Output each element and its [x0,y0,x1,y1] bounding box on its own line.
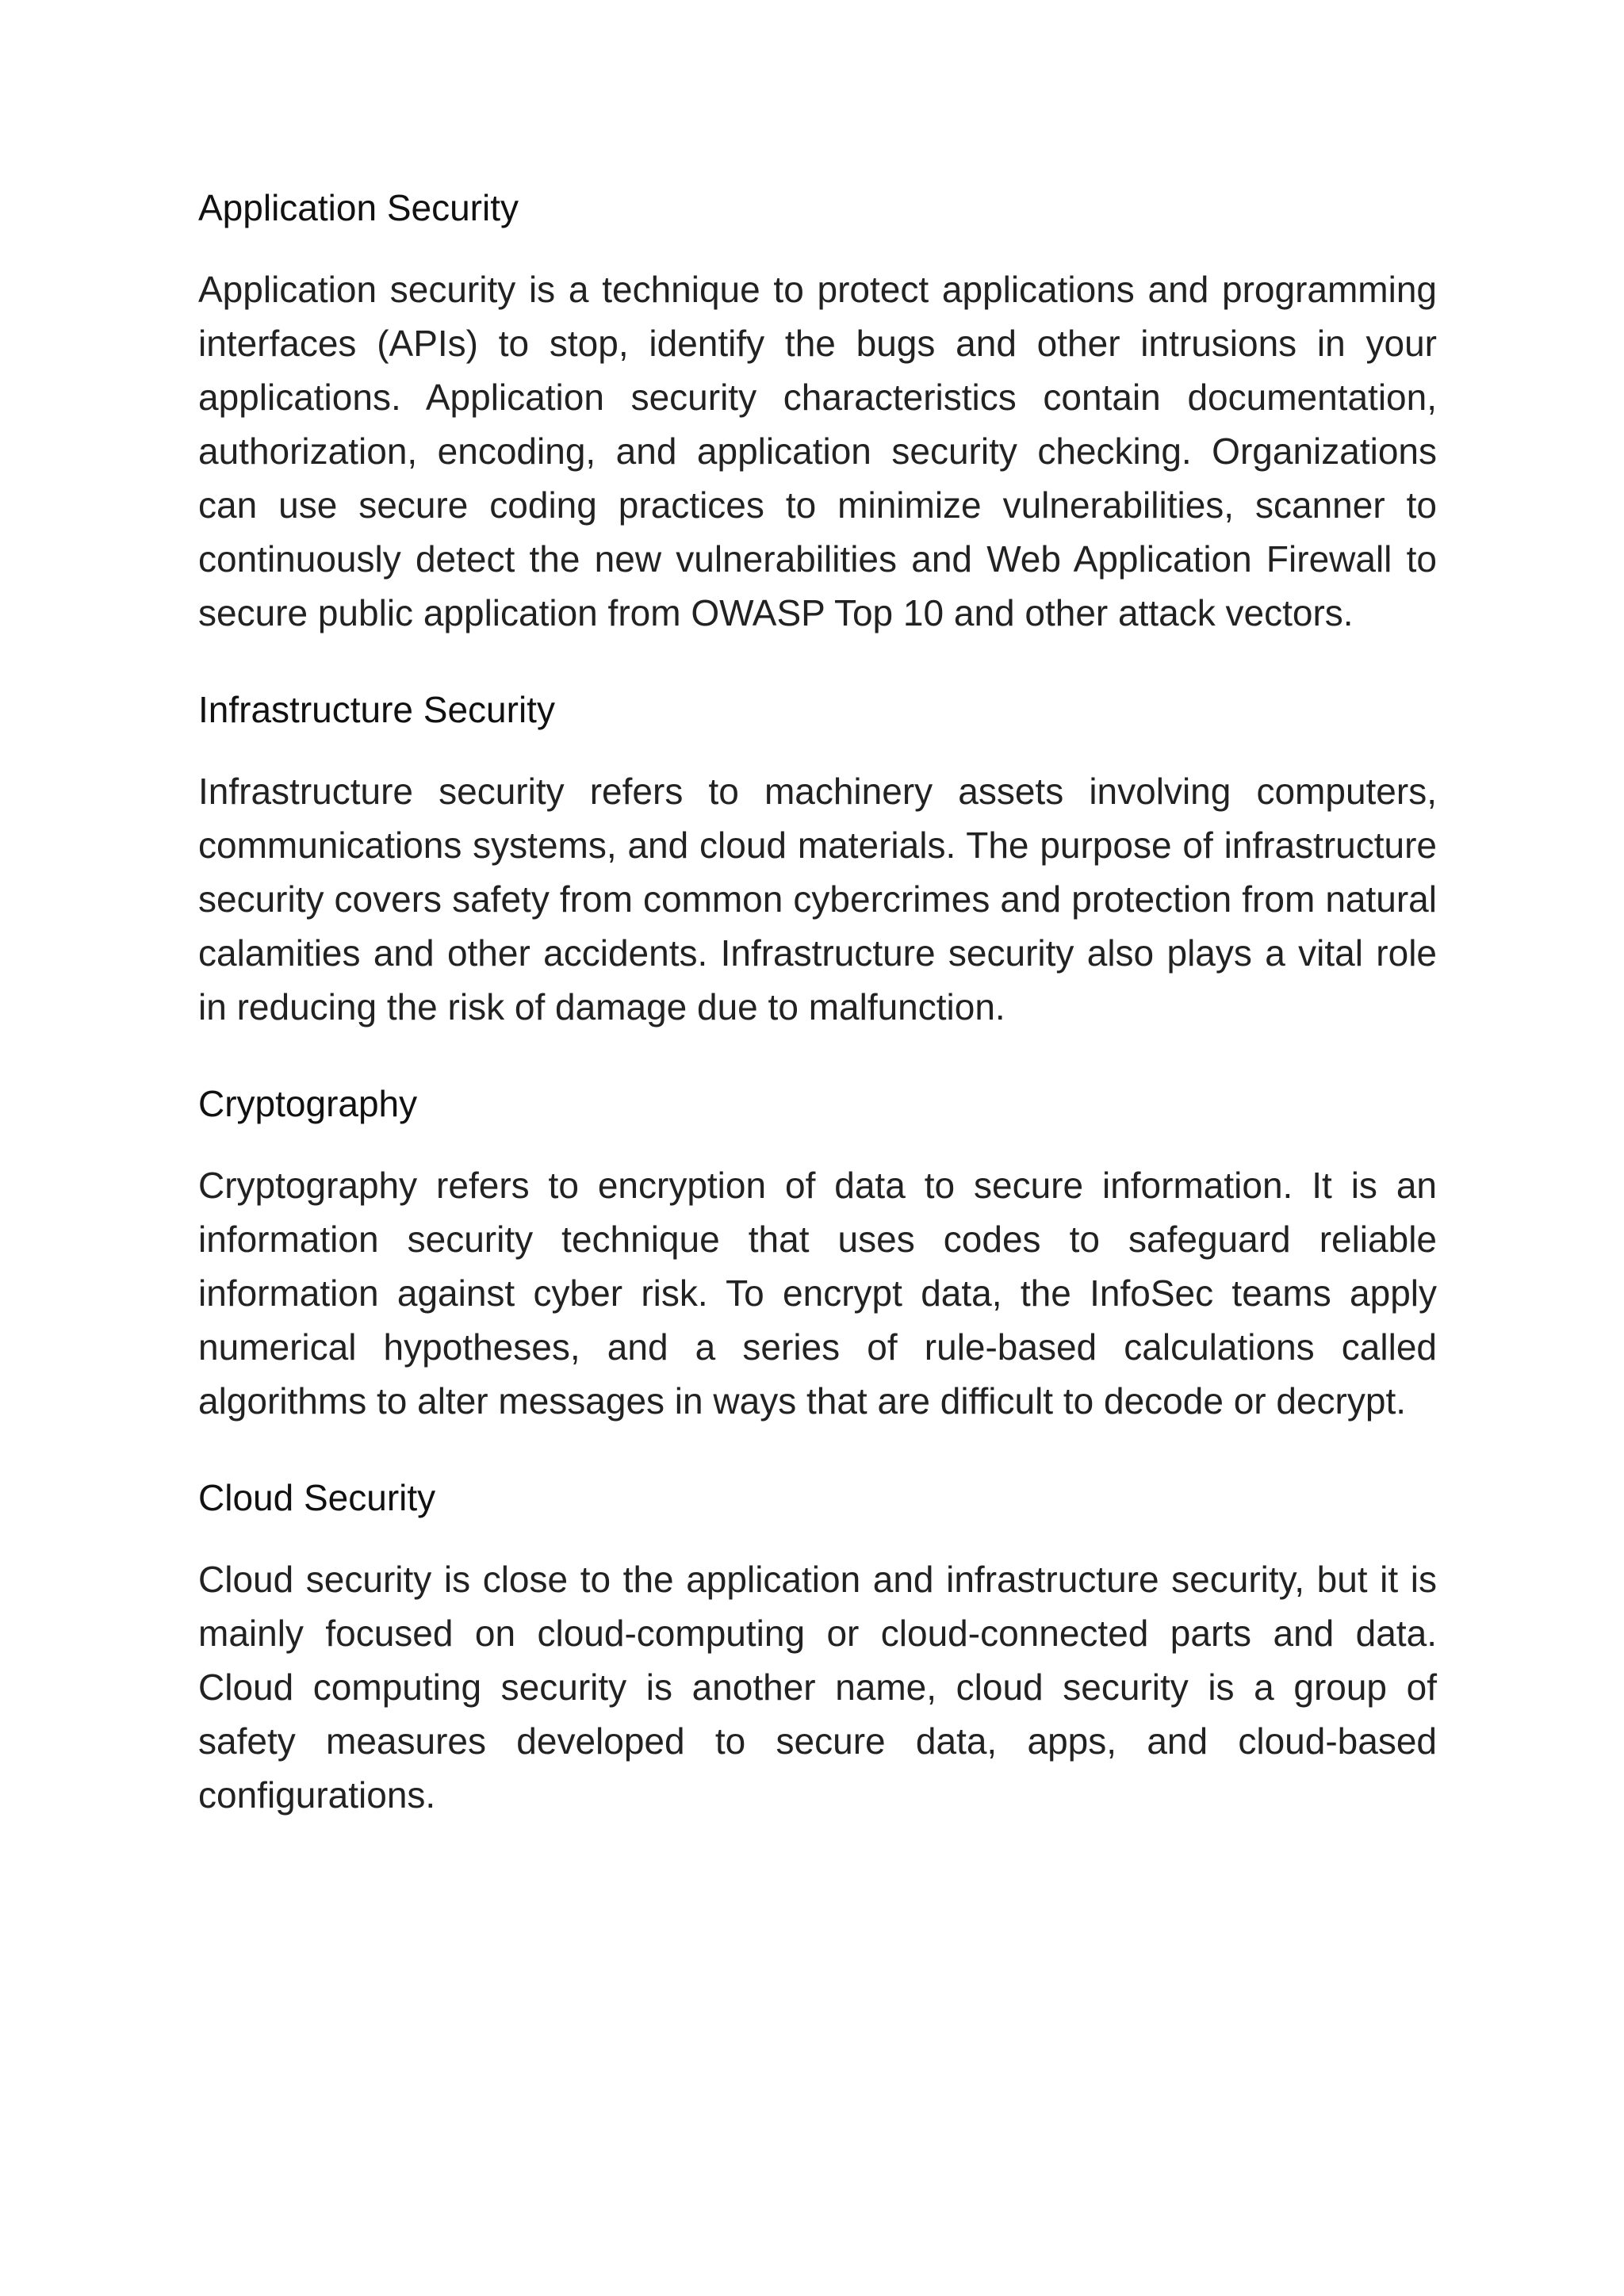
section-paragraph: Cloud security is close to the application and infrastructure security, but it is mainly focused on cloud-computing or cloud-connected parts and data. Cloud computing security is another name, cloud security is a group of safety measures developed to secure data, apps, and cloud-based configurations. [198,1558,1437,1816]
section-infrastructure-security [198,689,1437,1034]
section-cryptography [198,1083,1437,1428]
section-heading: Infrastructure Security [198,688,555,730]
section-cloud-security [198,1477,1437,1822]
section-heading: Application Security [198,187,519,228]
section-paragraph: Infrastructure security refers to machinery assets involving computers, communications systems, and cloud materials. The purpose of infrastructure security covers safety from common cybercrimes and protection from natural calamities and other accidents. Infrastructure security also plays a vital role in reducing the risk of damage due to malfunction. [198,770,1437,1027]
section-heading: Cryptography [198,1082,418,1124]
section-paragraph: Application security is a technique to protect applications and programming interfaces (APIs) to stop, identify the bugs and other intrusions in your applications. Application security characteristics contain documentation, authorization, encoding, and application security checking. Organizations can use secure coding practices to minimize vulnerabilities, scanner to continuously detect the new vulnerabilities and Web Application Firewall to secure public application from OWASP Top 10 and other attack vectors. [198,268,1437,633]
section-application-security [198,187,1437,640]
section-paragraph: Cryptography refers to encryption of data to secure information. It is an information security technique that uses codes to safeguard reliable information against cyber risk. To encrypt data, the InfoSec teams apply numerical hypotheses, and a series of rule-based calculations called algorithms to alter messages in ways that are difficult to decode or decrypt. [198,1164,1437,1422]
document-page [198,187,1437,1822]
section-heading: Cloud Security [198,1476,436,1518]
